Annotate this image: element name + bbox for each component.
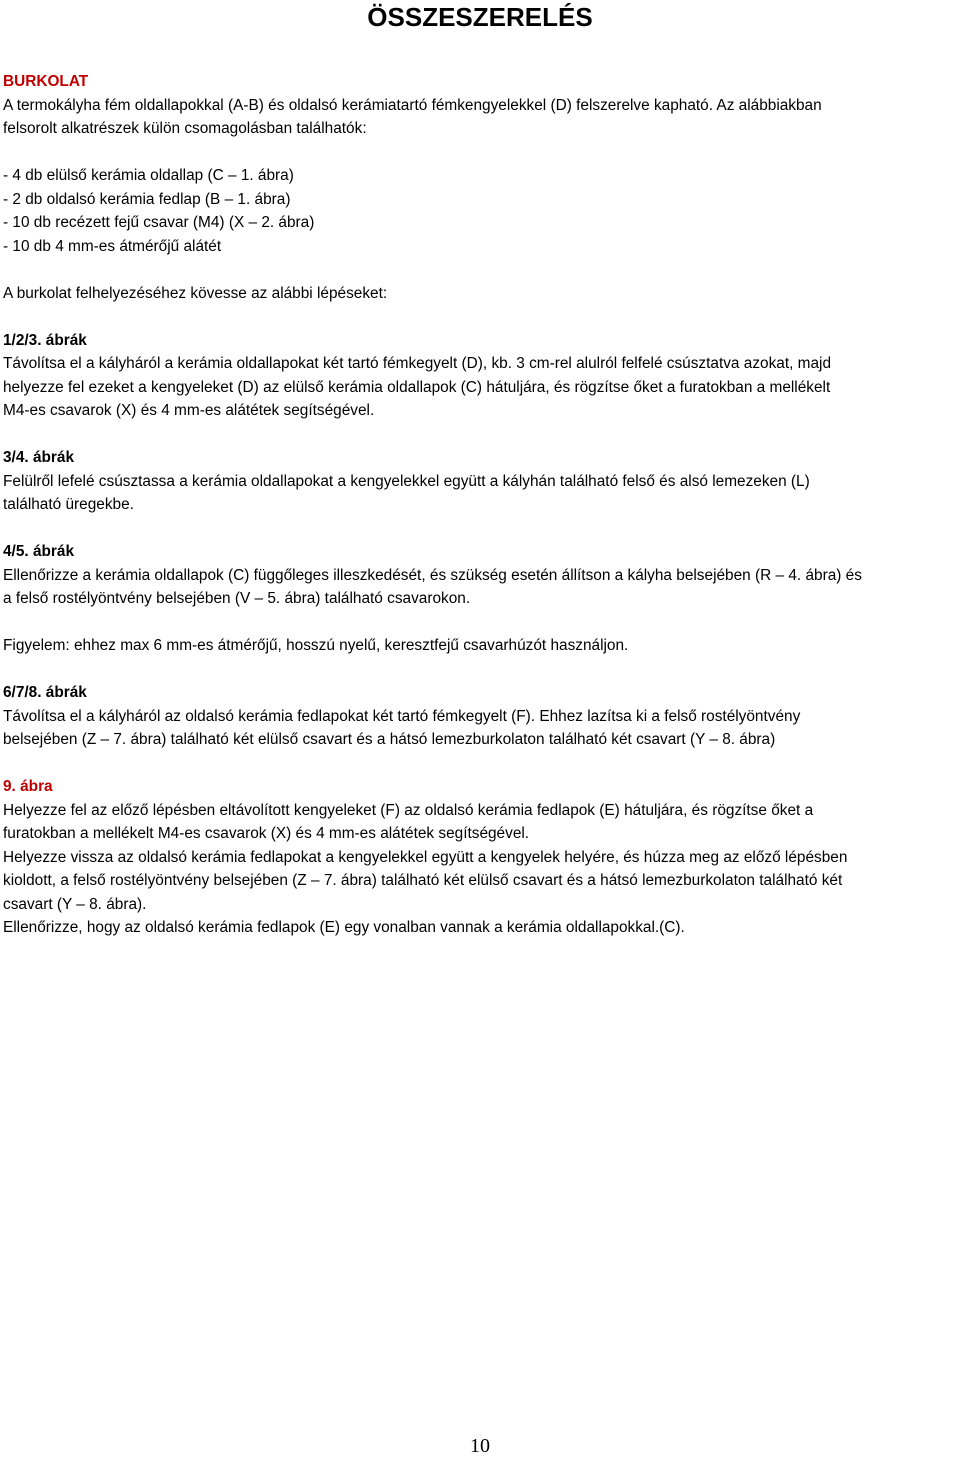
document-body — [3, 70, 957, 940]
step-text: Ellenőrizze a kerámia oldallapok (C) függőleges illeszkedését, és szükség esetén állítson a kályha belsejében (R – 4. ábra) és — [3, 566, 862, 584]
step-text: helyezze fel ezeket a kengyeleket (D) az elülső kerámia oldallapok (C) hátuljára, és rögzítse őket a furatokban a mellékelt — [3, 378, 831, 396]
step-text: M4-es csavarok (X) és 4 mm-es alátétek segítségével. — [3, 402, 375, 419]
step-text: kioldott, a felső rostélyöntvény belsejében (Z – 7. ábra) található két elülső csavart és a hátsó lemezburkolaton található két — [3, 872, 843, 889]
step-text: belsejében (Z – 7. ábra) található két elülső csavart és a hátsó lemezburkolaton található két csavart (Y – 8. ábra) — [3, 731, 776, 748]
step-text: Távolítsa el a kályháról a kerámia oldallapokat két tartó fémkegyelt (D), kb. 3 cm-rel alulról felfelé csúsztatva azokat, majd — [3, 355, 832, 372]
step-text: furatokban a mellékelt M4-es csavarok (X) és 4 mm-es alátétek segítségével. — [3, 825, 530, 842]
step-text: Helyezze vissza az oldalsó kerámia fedlapokat a kengyelekkel együtt a kengyelek helyére, és húzza meg az előző lépésben — [3, 848, 848, 866]
step-text: Helyezze fel az előző lépésben eltávolított kengyeleket (F) az oldalsó kerámia fedlapok (E) hátuljára, és rögzítse őket a — [3, 801, 814, 819]
parts-list-item: - 10 db 4 mm-es átmérőjű alátét — [3, 237, 222, 255]
step-text: Ellenőrizze, hogy az oldalsó kerámia fedlapok (E) egy vonalban vannak a kerámia oldallapokkal.(C). — [3, 919, 685, 936]
parts-list-item: - 2 db oldalsó kerámia fedlap (B – 1. ábra) — [3, 190, 291, 208]
step-heading: 3/4. ábrák — [3, 449, 75, 466]
steps-intro: A burkolat felhelyezéséhez kövesse az alábbi lépéseket: — [3, 284, 388, 302]
intro-line: A termokályha fém oldallapokkal (A-B) és oldalsó kerámiatartó fémkengyelekkel (D) felszerelve kapható. Az alábbiakban — [3, 96, 822, 114]
step-text: csavart (Y – 8. ábra). — [3, 895, 147, 913]
intro-line: felsorolt alkatrészek külön csomagolásban találhatók: — [3, 120, 367, 137]
step-text: Felülről lefelé csúsztassa a kerámia oldallapokat a kengyelekkel együtt a kályhán található felső és alsó lemezeken (L) — [3, 472, 810, 490]
page-number: 10 — [470, 1435, 490, 1457]
page-title: ÖSSZESZERELÉS — [367, 2, 593, 32]
warning-note: Figyelem: ehhez max 6 mm-es átmérőjű, hosszú nyelű, keresztfejű csavarhúzót használjon. — [3, 637, 629, 654]
parts-list-item: - 10 db recézett fejű csavar (M4) (X – 2. ábra) — [3, 214, 315, 231]
step-text: a felső rostélyöntvény belsejében (V – 5. ábra) található csavarokon. — [3, 590, 471, 607]
step-text: található üregekbe. — [3, 496, 134, 513]
section-heading: BURKOLAT — [3, 73, 89, 90]
step-heading: 6/7/8. ábrák — [3, 684, 87, 701]
step-heading: 1/2/3. ábrák — [3, 331, 87, 349]
step-text: Távolítsa el a kályháról az oldalsó kerámia fedlapokat két tartó fémkegyelt (F). Ehhez lazítsa ki a felső rostélyöntvény — [3, 707, 801, 725]
parts-list-item: - 4 db elülső kerámia oldallap (C – 1. ábra) — [3, 167, 294, 184]
step-heading: 4/5. ábrák — [3, 543, 75, 560]
step-heading: 9. ábra — [3, 778, 53, 795]
